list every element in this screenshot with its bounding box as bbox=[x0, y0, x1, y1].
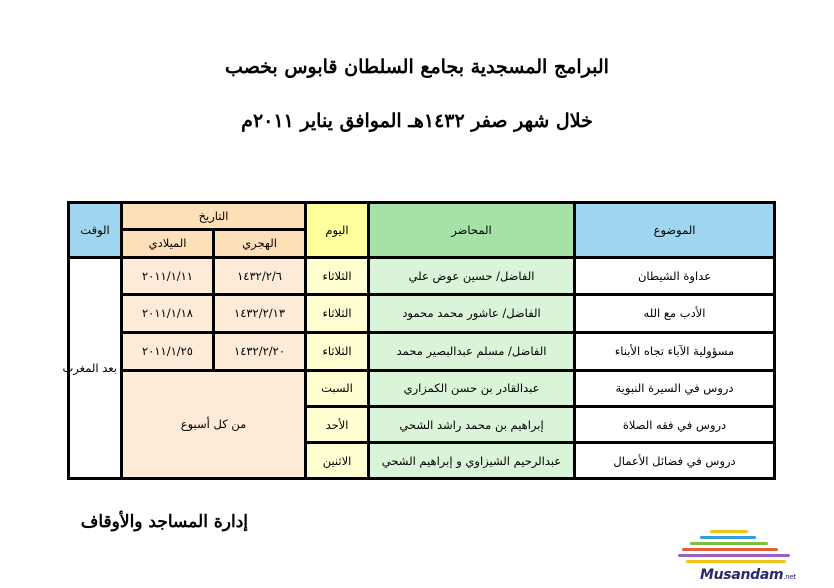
table-row bbox=[69, 294, 775, 332]
signature: إدارة المساجد والأوقاف bbox=[80, 512, 248, 532]
day-cell: السبت bbox=[306, 370, 369, 407]
logo-stripe bbox=[700, 536, 756, 539]
header-topic: الموضوع bbox=[575, 203, 775, 258]
day-cell: الثلاثاء bbox=[306, 294, 369, 332]
hijri-date: ١٤٣٢/٢/٢٠ bbox=[234, 344, 286, 359]
topic-cell: عداوة الشيطان bbox=[575, 258, 775, 295]
gregorian-date: ٢٠١١/١/٢٥ bbox=[142, 344, 193, 359]
gregorian-date: ٢٠١١/١/١٨ bbox=[142, 306, 193, 321]
topic-cell: الأدب مع الله bbox=[575, 294, 775, 332]
logo-stripe bbox=[710, 530, 748, 533]
topic-cell: دروس في فقه الصلاة bbox=[575, 407, 775, 443]
watermark-text: Musandam.net bbox=[700, 567, 796, 583]
table-row bbox=[69, 258, 775, 295]
hijri-date: ١٤٣٢/٢/٦ bbox=[237, 269, 282, 284]
logo-stripe bbox=[682, 548, 778, 551]
lecturer-cell: عبدالقادر بن حسن الكمزاري bbox=[369, 370, 575, 407]
page-subtitle: خلال شهر صفر ١٤٣٢هـ الموافق يناير ٢٠١١م bbox=[241, 110, 593, 132]
lecturer-cell: عبدالرحيم الشيزاوي و إبراهيم الشحي bbox=[369, 443, 575, 479]
topic-cell: دروس في فضائل الأعمال bbox=[575, 443, 775, 479]
table-row bbox=[69, 370, 775, 407]
header-time: الوقت bbox=[69, 203, 122, 258]
weekly-cell: من كل أسبوع bbox=[122, 370, 306, 478]
lecturer-cell: الفاضل/ حسين عوض علي bbox=[369, 258, 575, 295]
header-lecturer: المحاضر bbox=[369, 203, 575, 258]
header-date: التاريخ bbox=[122, 203, 306, 230]
header-hijri: الهجري bbox=[214, 229, 306, 258]
table-row bbox=[69, 332, 775, 370]
day-cell: الاثنين bbox=[306, 443, 369, 479]
header-gregorian: الميلادي bbox=[122, 229, 214, 258]
time-cell: بعد المغرب bbox=[69, 258, 122, 479]
topic-cell: دروس في السيرة النبوية bbox=[575, 370, 775, 407]
day-cell: الثلاثاء bbox=[306, 332, 369, 370]
logo-stripe bbox=[686, 560, 786, 563]
lecturer-cell: الفاضل/ عاشور محمد محمود bbox=[369, 294, 575, 332]
hijri-date: ١٤٣٢/٢/١٣ bbox=[234, 306, 286, 321]
header-day: اليوم bbox=[306, 203, 369, 258]
topic-cell: مسؤولية الآباء تجاه الأبناء bbox=[575, 332, 775, 370]
logo-stripe bbox=[678, 554, 790, 557]
page-title: البرامج المسجدية بجامع السلطان قابوس بخصب bbox=[225, 56, 609, 78]
lecturer-cell: الفاضل/ مسلم عبدالبصير محمد bbox=[369, 332, 575, 370]
lecturer-cell: إبراهيم بن محمد راشد الشحي bbox=[369, 407, 575, 443]
logo-stripes bbox=[678, 530, 790, 563]
day-cell: الثلاثاء bbox=[306, 258, 369, 295]
gregorian-date: ٢٠١١/١/١١ bbox=[142, 269, 193, 284]
logo-stripe bbox=[690, 542, 768, 545]
day-cell: الأحد bbox=[306, 407, 369, 443]
schedule-table bbox=[62, 201, 776, 480]
